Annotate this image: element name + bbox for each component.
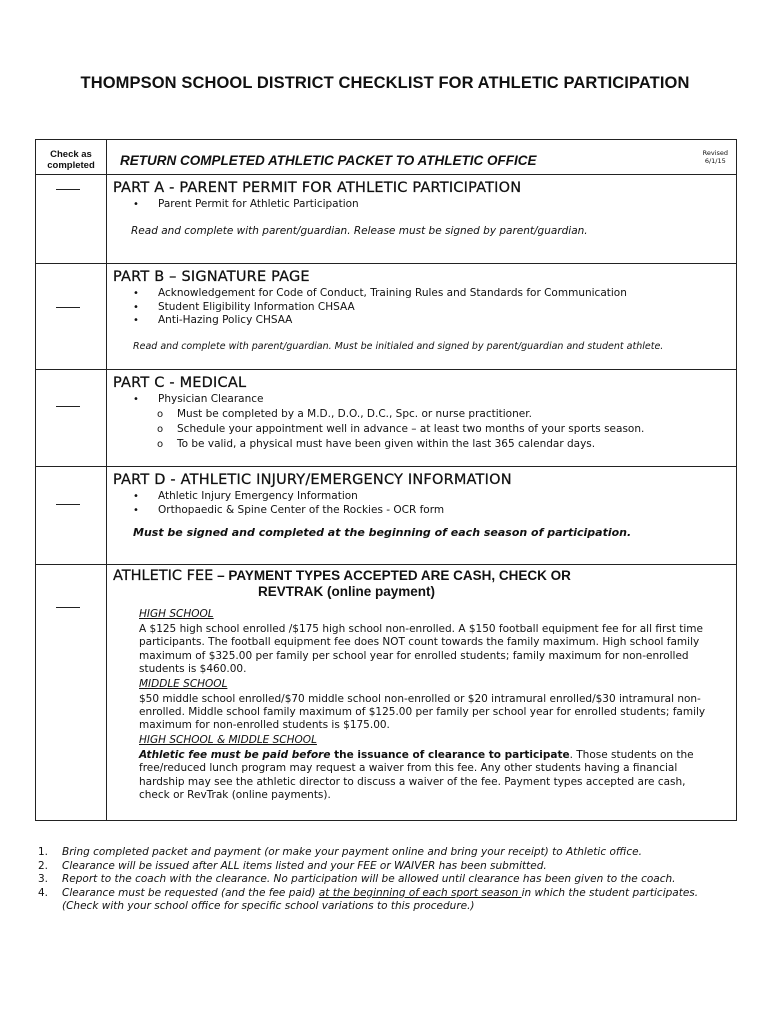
both-schools-fee-text <box>139 749 718 803</box>
step-text: Clearance must be requested (and the fee paid) <box>62 886 319 899</box>
part-b-note: Read and complete with parent/guardian. Must be initialed and signed by parent/guardian and student athlete. <box>133 340 664 352</box>
part-c-content <box>107 370 737 467</box>
part-b-item: • Student Eligibility Information CHSAA <box>133 301 728 315</box>
part-c-row <box>36 370 737 467</box>
part-a-row <box>36 175 737 264</box>
middle-school-heading: MIDDLE SCHOOL <box>139 677 228 690</box>
checklist-table <box>35 139 737 821</box>
part-a-title: PART A - PARENT PERMIT FOR ATHLETIC PARTICIPATION <box>113 180 522 196</box>
part-c-title: PART C - MEDICAL <box>113 375 247 391</box>
part-b-list <box>133 287 728 328</box>
step-number: 3. <box>38 873 49 886</box>
fee-check-cell[interactable] <box>36 565 107 821</box>
high-school-heading: HIGH SCHOOL <box>139 608 214 620</box>
check-column-header <box>36 140 107 175</box>
fee-title-lead: ATHLETIC FEE <box>113 568 214 584</box>
part-a-item: • Parent Permit for Athletic Participation <box>133 198 728 212</box>
part-d-row <box>36 467 737 565</box>
part-a-list <box>133 198 728 212</box>
part-b-content <box>107 264 737 370</box>
high-school-fee-text: A $125 high school enrolled /$175 high school non-enrolled. A $150 football equipment fee for all first time participants. The football equipment fee does NOT count towards the family maximum. High school family maximum of $325.00 per family per school year for enrolled students; family maximum for non-enrolled students is $460.00. <box>139 623 703 676</box>
revised-date: 6/1/15 <box>704 157 726 165</box>
procedure-step <box>38 860 758 874</box>
part-d-item: • Athletic Injury Emergency Information <box>133 490 728 504</box>
middle-school-fee-text: $50 middle school enrolled/$70 middle school non-enrolled or $20 intramural enrolled/$30 intramural non-enrolled. Middle school family maximum of $125.00 per family per school year for enrolled students; family maximum for non-enrolled students is $175.00. <box>139 692 706 732</box>
part-a-content <box>107 175 737 264</box>
part-b-row <box>36 264 737 370</box>
procedure-step <box>38 873 758 887</box>
part-a-note: Read and complete with parent/guardian. Release must be signed by parent/guardian. <box>131 224 588 237</box>
part-c-sublist <box>157 407 728 452</box>
step-text-end: in which the student participates. <box>521 886 699 899</box>
page-title: THOMPSON SCHOOL DISTRICT CHECKLIST FOR ATHLETIC PARTICIPATION <box>80 74 690 92</box>
procedure-step <box>38 846 758 860</box>
part-d-note: Must be signed and completed at the beginning of each season of participation. <box>133 526 632 539</box>
fee-title-rest: – PAYMENT TYPES ACCEPTED ARE CASH, CHECK OR <box>213 568 571 583</box>
return-instruction: RETURN COMPLETED ATHLETIC PACKET TO ATHLETIC OFFICE <box>120 153 537 168</box>
part-b-item: • Anti-Hazing Policy CHSAA <box>133 314 728 328</box>
part-b-title: PART B – SIGNATURE PAGE <box>113 269 310 285</box>
part-d-list <box>133 490 728 517</box>
part-b-check-blank[interactable] <box>56 307 80 308</box>
check-label-line-1: Check as <box>50 149 92 160</box>
part-d-content <box>107 467 737 565</box>
part-a-check-cell[interactable] <box>36 175 107 264</box>
part-d-check-cell[interactable] <box>36 467 107 565</box>
fee-clearance-emphasis: the issuance of clearance to participate <box>330 748 570 761</box>
part-c-check-blank[interactable] <box>56 406 80 407</box>
fee-check-blank[interactable] <box>56 607 80 608</box>
procedure-step <box>38 887 758 914</box>
part-c-subitem: o Must be completed by a M.D., D.O., D.C., Spc. or nurse practitioner. <box>157 407 728 422</box>
part-c-check-cell[interactable] <box>36 370 107 467</box>
step-number: 1. <box>38 846 49 858</box>
step-text: Clearance will be issued after ALL items listed and your FEE or WAIVER has been submitted. <box>62 859 547 872</box>
fee-row <box>36 565 737 821</box>
part-c-subitem: o Schedule your appointment well in advance – at least two months of your sports season. <box>157 422 728 437</box>
part-c-item: • Physician Clearance <box>133 393 728 407</box>
part-c-subitem: o To be valid, a physical must have been given within the last 365 calendar days. <box>157 437 728 452</box>
return-header <box>107 140 737 175</box>
step-text-note: (Check with your school office for specific school variations to this procedure.) <box>62 900 475 913</box>
procedure-steps <box>38 846 758 914</box>
fee-body <box>139 608 718 802</box>
part-c-list <box>133 393 728 407</box>
fee-content <box>107 565 737 821</box>
step-text: Report to the coach with the clearance. No participation will be allowed until clearance has been given to the coach. <box>62 873 676 886</box>
fee-waiver-text: . Those students on the free/reduced lunch program may request a waiver from this fee. Any other students having a financial hardship may see the athletic director to discuss a waiver of the fee. Payment types accepted are cash, check or RevTrak (online payments). <box>139 748 694 802</box>
part-b-check-cell[interactable] <box>36 264 107 370</box>
part-b-item: • Acknowledgement for Code of Conduct, Training Rules and Standards for Communication <box>133 287 728 301</box>
both-schools-heading: HIGH SCHOOL & MIDDLE SCHOOL <box>139 733 317 746</box>
part-d-check-blank[interactable] <box>56 504 80 505</box>
part-d-title: PART D - ATHLETIC INJURY/EMERGENCY INFORMATION <box>113 472 512 488</box>
fee-title <box>113 568 728 584</box>
part-d-item: • Orthopaedic & Spine Center of the Rockies - OCR form <box>133 504 728 518</box>
step-number: 2. <box>38 859 49 872</box>
header-row <box>36 140 737 175</box>
revised-label: Revised <box>702 149 728 157</box>
fee-title-line-2: REVTRAK (online payment) <box>258 584 436 599</box>
step-text: Bring completed packet and payment (or make your payment online and bring your receipt) to Athletic office. <box>62 846 642 858</box>
fee-deadline-emphasis: Athletic fee must be paid before <box>139 748 331 761</box>
step-number: 4. <box>38 886 49 899</box>
step-text-underlined: at the beginning of each sport season <box>318 886 522 899</box>
revised-note <box>703 149 728 165</box>
check-label-line-2: completed <box>47 160 95 171</box>
part-a-check-blank[interactable] <box>56 189 80 190</box>
